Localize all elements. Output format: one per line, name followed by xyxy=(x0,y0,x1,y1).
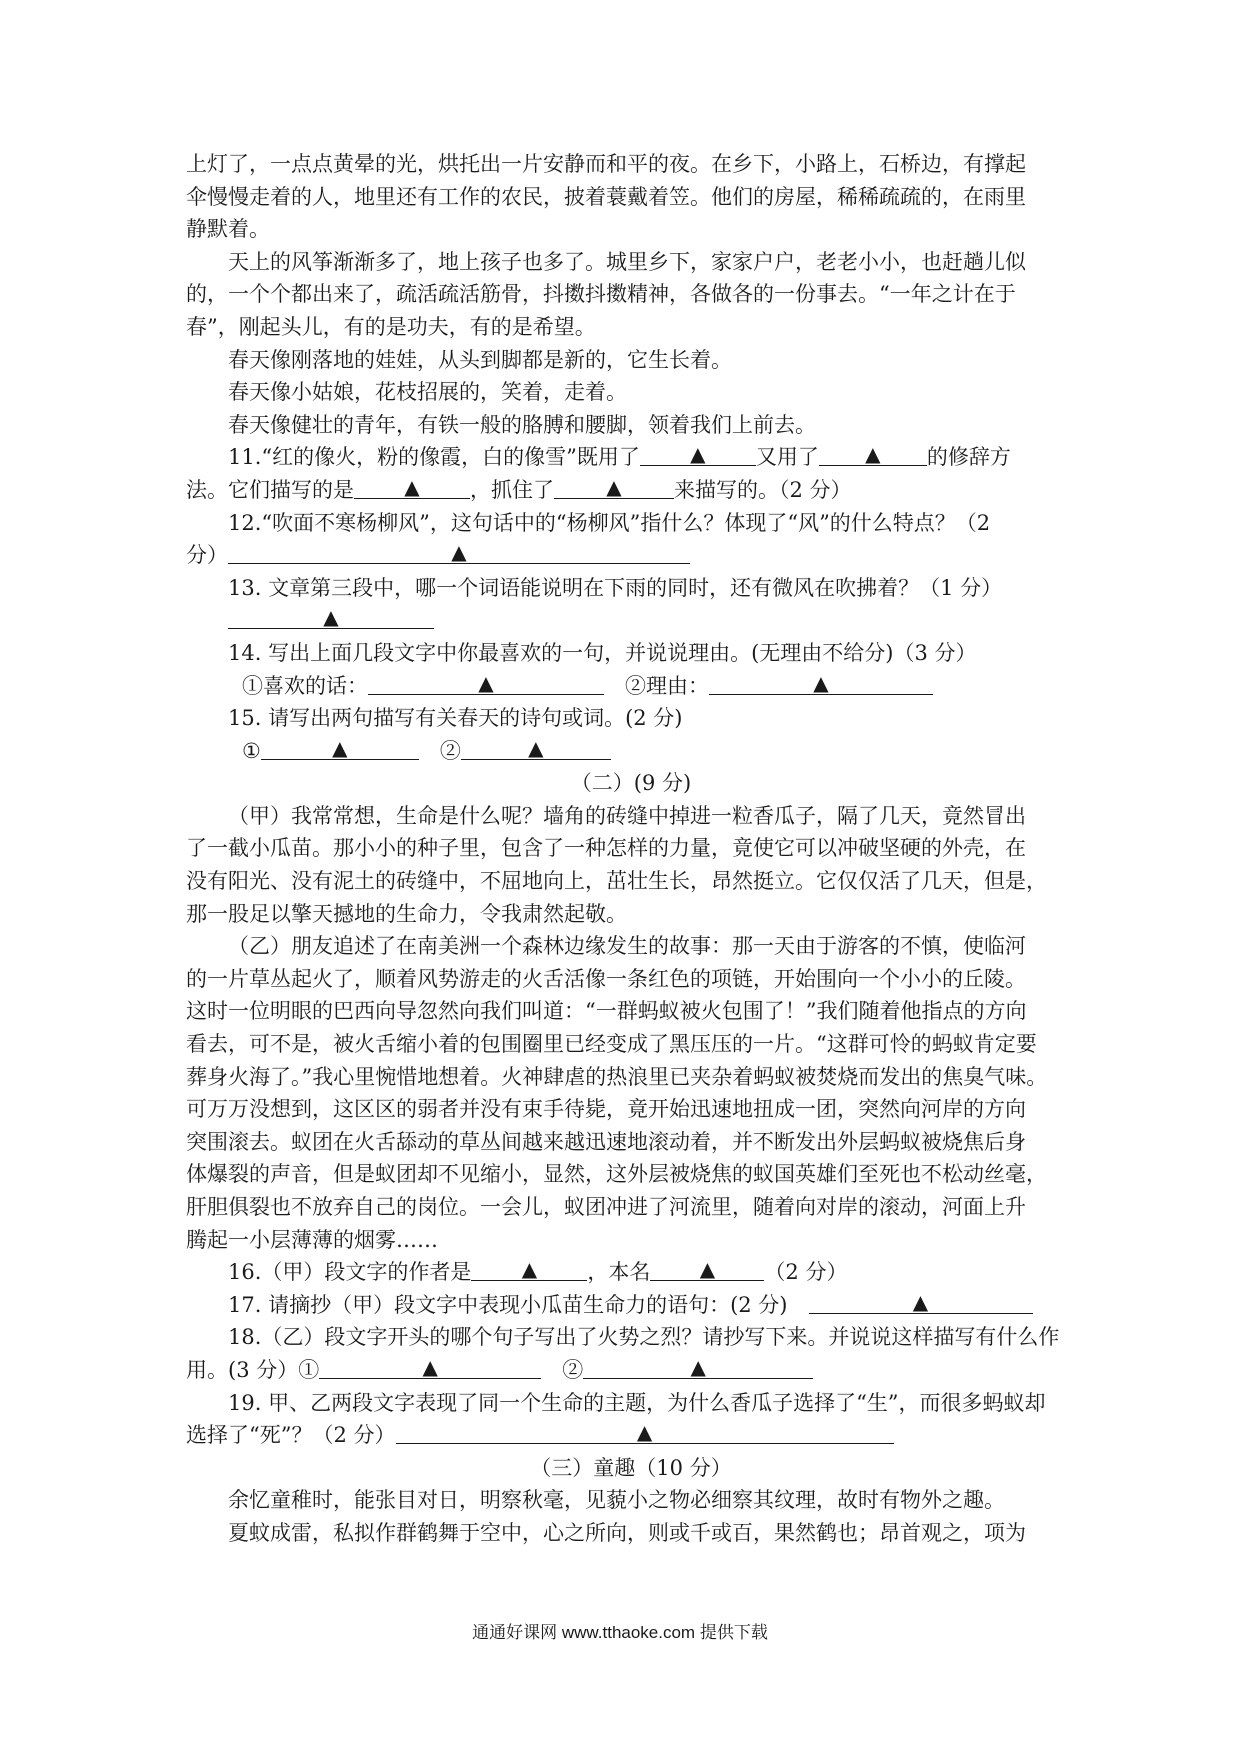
answer-blank[interactable] xyxy=(319,1356,541,1379)
text-line: 18.（乙）段文字开头的哪个句子写出了火势之烈？请抄写下来。并说说这样描写有什么作 xyxy=(228,1325,1060,1350)
answer-blank[interactable] xyxy=(228,606,434,629)
line-text: 16.（甲）段文字的作者是 xyxy=(228,1260,472,1285)
line-text: 法。它们描写的是 xyxy=(186,477,354,502)
text-line: 看去，可不是，被火舌缩小着的包围圈里已经变成了黑压压的一片。“这群可怜的蚂蚁肯定要 xyxy=(186,1032,1037,1057)
triangle-marker-icon: ▲ xyxy=(865,442,881,467)
text-line: 15. 请写出两句描写有关春天的诗句或词。(2 分) xyxy=(228,706,683,731)
answer-blank[interactable] xyxy=(583,1356,813,1379)
line-text: 又用了 xyxy=(755,445,819,470)
text-line: 的一片草丛起火了，顺着风势游走的火舌活像一条红色的项链，开始围向一个小小的丘陵。 xyxy=(186,966,1026,991)
triangle-marker-icon: ▲ xyxy=(521,1257,538,1282)
answer-blank[interactable] xyxy=(396,1421,894,1444)
text-line xyxy=(186,539,1076,572)
text-line xyxy=(186,1256,1076,1289)
text-line: 春”，刚起头儿，有的是功夫，有的是希望。 xyxy=(186,314,596,339)
text-line: 体爆裂的声音，但是蚁团却不见缩小，显然，这外层被烧焦的蚁国英雄们至死也不松动丝毫， xyxy=(186,1162,1047,1187)
triangle-marker-icon: ▲ xyxy=(606,474,622,499)
triangle-marker-icon: ▲ xyxy=(404,474,420,499)
text-line: （二）(9 分) xyxy=(570,771,692,796)
document-body xyxy=(186,148,1076,1550)
text-line: 没有阳光、没有泥土的砖缝中，不屈地向上，茁壮生长，昂然挺立。它仅仅活了几天，但是， xyxy=(186,869,1047,894)
text-line xyxy=(186,735,1076,768)
line-text: ，本名 xyxy=(587,1260,651,1285)
answer-blank[interactable] xyxy=(709,672,933,695)
triangle-marker-icon: ▲ xyxy=(699,1257,716,1282)
line-text: 选择了“死”？（2 分） xyxy=(186,1423,396,1448)
answer-blank[interactable] xyxy=(650,1258,764,1281)
text-line: 13. 文章第三段中，哪一个词语能说明在下雨的同时，还有微风在吹拂着？（1 分） xyxy=(228,575,1003,600)
answer-blank[interactable] xyxy=(461,737,611,760)
triangle-marker-icon: ▲ xyxy=(478,670,494,695)
text-line: 上灯了，一点点黄晕的光，烘托出一片安静而和平的夜。在乡下，小路上，石桥边，有撑起 xyxy=(186,152,1026,176)
text-line xyxy=(186,604,1076,637)
triangle-marker-icon: ▲ xyxy=(332,735,348,760)
triangle-marker-icon: ▲ xyxy=(323,605,339,630)
text-line: 葬身火海了。”我心里惋惜地想着。火神肆虐的热浪里已夹杂着蚂蚁被焚烧而发出的焦臭气味。 xyxy=(186,1064,1048,1089)
text-line: 可万万没想到，这区区的弱者并没有束手待毙，竟开始迅速地扭成一团，突然向河岸的方向 xyxy=(186,1097,1026,1122)
answer-blank[interactable] xyxy=(809,1291,1033,1314)
text-line: 夏蚊成雷，私拟作群鹤舞于空中，心之所向，则或千或百，果然鹤也；昂首观之，项为 xyxy=(228,1520,1026,1545)
answer-blank[interactable] xyxy=(261,737,419,760)
text-line xyxy=(186,441,1076,474)
answer-blank[interactable] xyxy=(640,443,756,466)
triangle-marker-icon: ▲ xyxy=(690,1354,706,1379)
line-text: ，抓住了 xyxy=(470,477,554,502)
text-line xyxy=(186,1354,1076,1387)
answer-blank[interactable] xyxy=(354,476,470,499)
triangle-marker-icon: ▲ xyxy=(451,540,467,565)
answer-blank[interactable] xyxy=(228,541,690,564)
text-line: 伞慢慢走着的人，地里还有工作的农民，披着蓑戴着笠。他们的房屋，稀稀疏疏的，在雨里 xyxy=(186,184,1026,209)
text-line xyxy=(186,474,1076,507)
answer-blank[interactable] xyxy=(471,1258,587,1281)
line-text: 来描写的。（2 分） xyxy=(674,477,852,502)
text-line: 了一截小瓜苗。那小小的种子里，包含了一种怎样的力量，竟使它可以冲破坚硬的外壳，在 xyxy=(186,836,1026,861)
text-line: 肝胆俱裂也不放弃自己的岗位。一会儿，蚁团冲进了河流里，随着向对岸的滚动，河面上升 xyxy=(186,1195,1026,1219)
text-line: 静默着。 xyxy=(186,217,270,242)
answer-blank[interactable] xyxy=(554,476,674,499)
text-line: 突围滚去。蚁团在火舌舔动的草丛间越来越迅速地滚动着，并不断发出外层蚂蚁被烧焦后身 xyxy=(186,1129,1026,1154)
line-text: ②理由： xyxy=(604,673,709,698)
triangle-marker-icon: ▲ xyxy=(528,735,544,760)
text-line: （甲）我常常想，生命是什么呢？墙角的砖缝中掉进一粒香瓜子，隔了几天，竟然冒出 xyxy=(228,803,1026,828)
text-line xyxy=(186,1289,1076,1322)
page-footer: 通通好课网 www.tthaoke.com 提供下载 xyxy=(472,1623,768,1642)
line-text: ① xyxy=(242,738,261,763)
text-line: （乙）朋友追述了在南美洲一个森林边缘发生的故事：那一天由于游客的不慎，使临河 xyxy=(228,934,1026,959)
triangle-marker-icon: ▲ xyxy=(636,1420,653,1445)
triangle-marker-icon: ▲ xyxy=(422,1354,438,1379)
line-text: 用。(3 分）① xyxy=(186,1357,320,1382)
line-text: ② xyxy=(418,738,461,763)
text-line: 春天像小姑娘，花枝招展的，笑着，走着。 xyxy=(228,380,627,405)
text-line: 12.“吹面不寒杨柳风”，这句话中的“杨柳风”指什么？体现了“风”的什么特点？（2 xyxy=(228,510,991,535)
triangle-marker-icon: ▲ xyxy=(912,1289,929,1314)
line-text: 17. 请摘抄（甲）段文字中表现小瓜苗生命力的语句：(2 分) xyxy=(228,1292,809,1317)
text-line: 天上的风筝渐渐多了，地上孩子也多了。城里乡下，家家户户，老老小小，也赶趟儿似 xyxy=(228,249,1026,274)
line-text: 11.“红的像火，粉的像霞，白的像雪”既用了 xyxy=(228,445,640,470)
line-text: ①喜欢的话： xyxy=(242,673,368,698)
text-line: 腾起一小层薄薄的烟雾…… xyxy=(186,1227,438,1252)
text-line xyxy=(186,670,1076,703)
triangle-marker-icon: ▲ xyxy=(813,670,829,695)
answer-blank[interactable] xyxy=(819,443,927,466)
text-line: （三）童趣（10 分） xyxy=(530,1455,732,1480)
answer-blank[interactable] xyxy=(368,672,604,695)
text-line xyxy=(186,1419,1076,1452)
text-line: 春天像健壮的青年，有铁一般的胳膊和腰脚，领着我们上前去。 xyxy=(228,412,816,437)
text-line: 春天像刚落地的娃娃，从头到脚都是新的，它生长着。 xyxy=(228,347,732,372)
text-line: 19. 甲、乙两段文字表现了同一个生命的主题，为什么香瓜子选择了“生”，而很多蚂蚁却 xyxy=(228,1390,1046,1415)
text-line: 的，一个个都出来了，疏活疏活筋骨，抖擞抖擞精神，各做各的一份事去。“一年之计在于 xyxy=(186,282,1016,307)
text-line: 这时一位明眼的巴西向导忽然向我们叫道：“一群蚂蚁被火包围了！”我们随着他指点的方向 xyxy=(186,999,1027,1024)
text-line: 余忆童稚时，能张目对日，明察秋毫，见藐小之物必细察其纹理，故时有物外之趣。 xyxy=(228,1488,1005,1513)
line-text: 分） xyxy=(186,543,228,568)
text-line: 14. 写出上面几段文字中你最喜欢的一句，并说说理由。(无理由不给分)（3 分） xyxy=(228,640,977,665)
line-text: （2 分） xyxy=(764,1260,848,1285)
line-text: 的修辞方 xyxy=(926,445,1011,470)
line-text: ② xyxy=(541,1357,584,1382)
triangle-marker-icon: ▲ xyxy=(690,442,706,467)
text-line: 那一股足以擎天撼地的生命力，令我肃然起敬。 xyxy=(186,901,627,926)
